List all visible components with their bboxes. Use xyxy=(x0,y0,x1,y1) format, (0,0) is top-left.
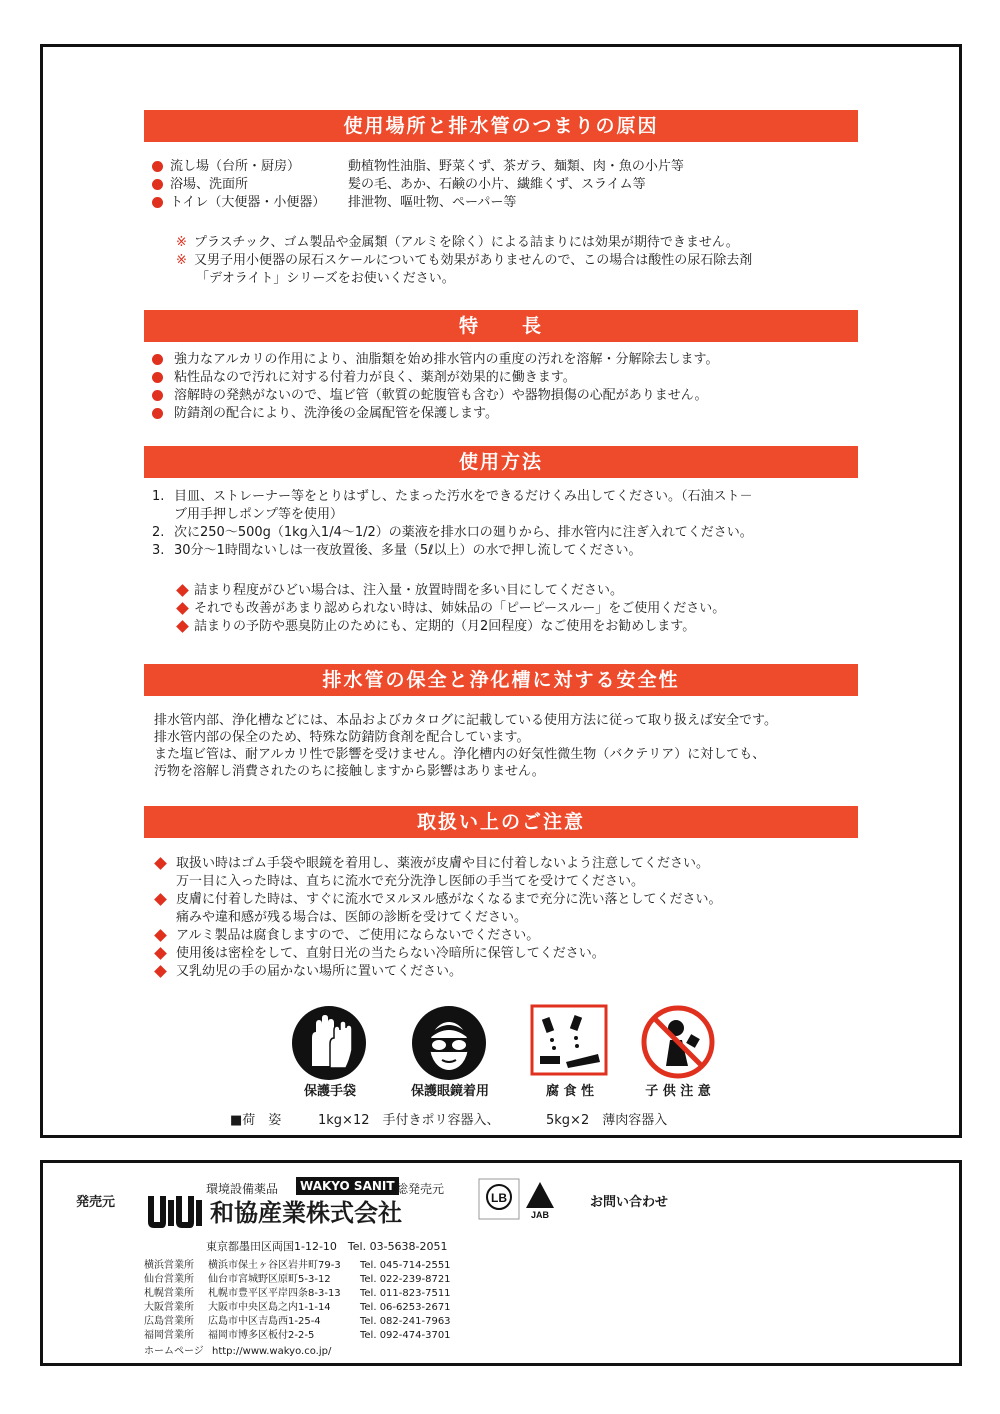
usage-cause: 排泄物、嘔吐物、ペーパー等 xyxy=(348,195,517,210)
office-address: 横浜市保土ヶ谷区岩井町79-3 xyxy=(208,1260,341,1271)
step-text: ブ用手押しポンプ等を使用） xyxy=(174,507,344,522)
step-text: 30分〜1時間ないしは一夜放置後、多量（5ℓ以上）の水で押し流してください。 xyxy=(174,543,642,558)
step-text: 次に250〜500g（1kg入1/4〜1/2）の薬液を排水口の廻りから、排水管内に注ぎ入れてください。 xyxy=(174,525,753,540)
section-title-handling: 取扱い上のご注意 xyxy=(144,806,858,838)
office-tel: Tel. 06-6253-2671 xyxy=(360,1302,451,1313)
office-tel: Tel. 082-241-7963 xyxy=(360,1316,451,1327)
office-tel: Tel. 011-823-7511 xyxy=(360,1288,451,1299)
step-number: 1. xyxy=(152,489,165,504)
step-text: 目皿、ストレーナー等をとりはずし、たまった汚水をできるだけくみ出してください。（石油スト－ xyxy=(174,489,753,504)
brand-tagline-pre: 環境設備薬品 xyxy=(206,1182,279,1196)
caution-text: アルミ製品は腐食しますので、ご使用にならないでください。 xyxy=(176,928,540,943)
office-address: 仙台市宮城野区原町5-3-12 xyxy=(208,1274,331,1285)
safety-line: 排水管内部、浄化槽などには、本品およびカタログに記載している使用方法に従って取り扱えば安全です。 xyxy=(154,713,777,728)
corrosive-label: 腐 食 性 xyxy=(545,1084,595,1099)
office-name: 札幌営業所 xyxy=(144,1288,194,1299)
safety-line: 排水管内部の保全のため、特殊な防錆防食剤を配合しています。 xyxy=(154,730,530,745)
caution-text: 又乳幼児の手の届かない場所に置いてください。 xyxy=(176,964,463,979)
safety-line: また塩ビ管は、耐アルカリ性で影響を受けません。浄化槽内の好気性微生物（バクテリア）に対しても、 xyxy=(154,747,766,762)
usage-place: トイレ（大便器・小便器） xyxy=(170,195,326,210)
office-address: 広島市中区吉島西1-25-4 xyxy=(208,1316,321,1327)
office-name: 仙台営業所 xyxy=(144,1274,194,1285)
homepage-label: ホームページ xyxy=(144,1346,204,1357)
office-address: 札幌市豊平区平岸四条8-3-13 xyxy=(208,1288,341,1299)
bullet-icon xyxy=(152,372,163,383)
section-title-features: 特 長 xyxy=(144,310,858,342)
seller-label: 発売元 xyxy=(76,1195,116,1210)
usage-note: 「デオライト」シリーズをお使いください。 xyxy=(196,271,455,286)
bullet-icon xyxy=(152,179,163,190)
safety-line: 汚物を溶解し消費されたのちに接触しますから影響はありません。 xyxy=(154,764,545,779)
note-mark: ※ xyxy=(176,253,187,268)
inquiry-label: お問い合わせ xyxy=(590,1195,669,1210)
company-logo xyxy=(144,1192,206,1232)
office-name: 横浜営業所 xyxy=(144,1260,194,1271)
usage-tip: それでも改善があまり認められない時は、姉妹品の「ピーピースルー」をご使用ください。 xyxy=(194,601,726,616)
step-number: 3. xyxy=(152,543,165,558)
caution-text: 取扱い時はゴム手袋や眼鏡を着用し、薬液が皮膚や目に付着しないよう注意してください。 xyxy=(176,856,710,871)
usage-note: プラスチック、ゴム製品や金属類（アルミを除く）による詰まりには効果が期待できません。 xyxy=(194,235,739,250)
caution-text: 万一目に入った時は、直ちに流水で充分洗浄し医師の手当てを受けてください。 xyxy=(176,874,645,889)
gloves-icon xyxy=(290,1004,368,1082)
bullet-icon xyxy=(152,408,163,419)
packaging-item-1: 1kg×12 手付きポリ容器入、 xyxy=(318,1113,500,1128)
svg-text:JAB: JAB xyxy=(530,1210,550,1220)
bullet-icon xyxy=(152,354,163,365)
brand-tagline-post: 総発売元 xyxy=(396,1182,445,1196)
office-name: 広島営業所 xyxy=(144,1316,194,1327)
usage-place: 流し場（台所・厨房） xyxy=(170,159,301,174)
feature-item: 防錆剤の配合により、洗浄後の金属配管を保護します。 xyxy=(174,406,498,421)
bullet-icon xyxy=(152,161,163,172)
iso-cert-lb-icon xyxy=(478,1178,520,1220)
caution-text: 皮膚に付着した時は、すぐに流水でヌルヌル感がなくなるまで充分に洗い落としてください。 xyxy=(176,892,722,907)
headquarters: 東京都墨田区両国1-12-10 Tel. 03-5638-2051 xyxy=(206,1240,448,1253)
section-title-usage-places: 使用場所と排水管のつまりの原因 xyxy=(144,110,858,142)
jab-cert-icon xyxy=(522,1178,558,1220)
usage-note: 又男子用小便器の尿石スケールについても効果がありませんので、この場合は酸性の尿石除去剤 xyxy=(194,253,753,268)
office-name: 福岡営業所 xyxy=(144,1330,194,1341)
note-mark: ※ xyxy=(176,235,187,250)
usage-tip: 詰まり程度がひどい場合は、注入量・放置時間を多い目にしてください。 xyxy=(194,583,624,598)
caution-text: 使用後は密栓をして、直射日光の当たらない冷暗所に保管してください。 xyxy=(176,946,605,961)
office-name: 大阪営業所 xyxy=(144,1302,194,1313)
usage-tip: 詰まりの予防や悪臭防止のためにも、定期的（月2回程度）なご使用をお勧めします。 xyxy=(194,619,696,634)
gloves-label: 保護手袋 xyxy=(303,1084,356,1099)
no-children-icon xyxy=(640,1004,716,1080)
goggles-icon xyxy=(410,1004,488,1082)
children-caution-label: 子 供 注 意 xyxy=(645,1084,711,1099)
feature-item: 強力なアルカリの作用により、油脂類を始め排水管内の重度の汚れを溶解・分解除去します。 xyxy=(174,352,719,367)
packaging-item-2: 5kg×2 薄肉容器入 xyxy=(546,1113,668,1128)
step-number: 2. xyxy=(152,525,165,540)
brand-logo-wakyo-sanit: WAKYO SANIT xyxy=(296,1177,399,1195)
office-tel: Tel. 045-714-2551 xyxy=(360,1260,451,1271)
usage-place: 浴場、洗面所 xyxy=(170,177,249,192)
bullet-icon xyxy=(152,197,163,208)
company-name: 和協産業株式会社 xyxy=(210,1199,402,1227)
usage-cause: 髪の毛、あか、石鹸の小片、繊維くず、スライム等 xyxy=(348,177,646,192)
packaging-label: ■荷 姿 xyxy=(230,1113,282,1128)
goggles-label: 保護眼鏡着用 xyxy=(410,1084,489,1099)
section-title-usage-method: 使用方法 xyxy=(144,446,858,478)
caution-text: 痛みや違和感が残る場合は、医師の診断を受けてください。 xyxy=(176,910,528,925)
svg-text:LB: LB xyxy=(491,1191,507,1205)
office-address: 福岡市博多区板付2-2-5 xyxy=(208,1330,315,1341)
office-address: 大阪市中央区島之内1-1-14 xyxy=(208,1302,331,1313)
bullet-icon xyxy=(152,390,163,401)
office-tel: Tel. 092-474-3701 xyxy=(360,1330,451,1341)
feature-item: 溶解時の発熱がないので、塩ビ管（軟質の蛇腹管も含む）や器物損傷の心配がありません。 xyxy=(174,388,708,403)
section-title-safety: 排水管の保全と浄化槽に対する安全性 xyxy=(144,664,858,696)
corrosive-icon xyxy=(530,1004,608,1076)
usage-cause: 動植物性油脂、野菜くず、茶ガラ、麺類、肉・魚の小片等 xyxy=(348,159,684,174)
office-tel: Tel. 022-239-8721 xyxy=(360,1274,451,1285)
feature-item: 粘性品なので汚れに対する付着力が良く、薬剤が効果的に働きます。 xyxy=(174,370,576,385)
homepage-url[interactable]: http://www.wakyo.co.jp/ xyxy=(212,1346,332,1357)
